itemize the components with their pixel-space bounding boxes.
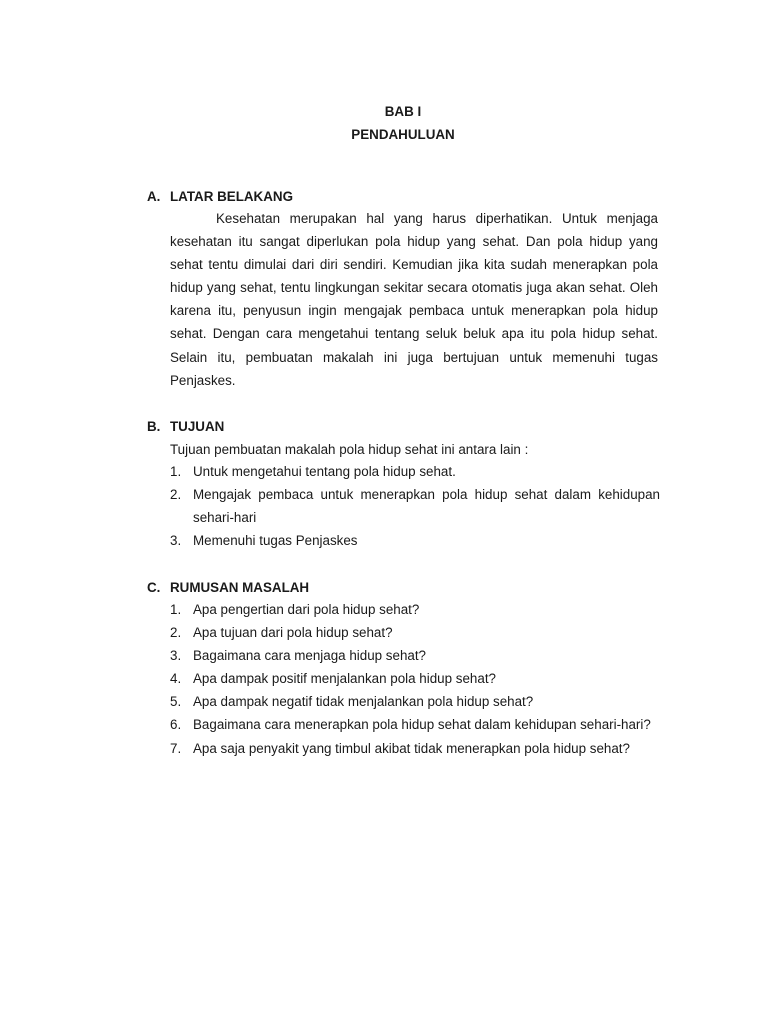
problem-item [170, 667, 660, 690]
section-a-heading [147, 189, 293, 204]
objective-item [170, 529, 660, 552]
section-a-letter: A. [147, 189, 161, 204]
background-text: Kesehatan merupakan hal yang harus diperhatikan. Untuk menjaga kesehatan itu sangat diperlukan pola hidup yang sehat. Dan pola hidup yang sehat tentu dimulai dari diri sendiri. Kemudian jika kita sudah menerapkan pola hidup yang sehat, tentu lingkungan sekitar secara otomatis juga akan sehat. Oleh karena itu, penyusun ingin mengajak pembaca untuk menerapkan pola hidup sehat. Dengan cara mengetahui tentang seluk beluk apa itu pola hidup sehat. Selain itu, pembuatan makalah ini juga bertujuan untuk memenuhi tugas Penjaskes. [170, 211, 658, 388]
list-item-number: 2. [170, 487, 182, 503]
list-item-text: Apa tujuan dari pola hidup sehat? [193, 625, 393, 641]
section-a-paragraph [170, 207, 658, 392]
section-b-intro: Tujuan pembuatan makalah pola hidup sehat ini antara lain : [170, 442, 529, 457]
list-item-number: 1. [170, 602, 182, 617]
list-item-text: Bagaimana cara menjaga hidup sehat? [193, 648, 427, 664]
list-item-number: 6. [170, 717, 182, 733]
section-b-title: TUJUAN [170, 419, 225, 434]
list-item-text: Apa saja penyakit yang timbul akibat tidak menerapkan pola hidup sehat? [193, 740, 630, 756]
chapter-number: BAB I [384, 104, 422, 119]
objectives-list [170, 460, 660, 552]
problem-item [170, 690, 660, 713]
problem-item [170, 644, 660, 667]
problem-item [170, 598, 660, 621]
list-item-number: 5. [170, 694, 182, 710]
problem-item [170, 621, 660, 644]
list-item-text: Untuk mengetahui tentang pola hidup sehat. [193, 464, 456, 479]
list-item-text: Apa dampak positif menjalankan pola hidup sehat? [193, 671, 496, 687]
problem-item [170, 737, 660, 760]
list-item-text: Mengajak pembaca untuk menerapkan pola hidup sehat dalam kehidupan sehari-hari [193, 487, 660, 526]
section-c-letter: C. [147, 580, 161, 595]
list-item-number: 3. [170, 648, 182, 664]
list-item-text: Bagaimana cara menerapkan pola hidup sehat dalam kehidupan sehari-hari? [193, 717, 651, 733]
section-b-letter: B. [147, 419, 161, 434]
objective-item [170, 460, 660, 483]
section-c-heading [147, 580, 309, 595]
section-c-title: RUMUSAN MASALAH [170, 580, 310, 595]
problem-formulation-list [170, 598, 660, 760]
list-item-text: Memenuhi tugas Penjaskes [193, 533, 358, 549]
list-item-text: Apa dampak negatif tidak menjalankan pola hidup sehat? [193, 694, 534, 710]
list-item-number: 7. [170, 740, 182, 756]
chapter-title: PENDAHULUAN [351, 127, 455, 142]
objective-item [170, 483, 660, 529]
list-item-text: Apa pengertian dari pola hidup sehat? [193, 602, 420, 617]
list-item-number: 1. [170, 464, 182, 479]
problem-item [170, 713, 660, 736]
section-a-title: LATAR BELAKANG [170, 189, 293, 204]
list-item-number: 3. [170, 533, 182, 549]
section-b-heading [147, 419, 224, 434]
list-item-number: 4. [170, 671, 182, 687]
list-item-number: 2. [170, 625, 182, 641]
